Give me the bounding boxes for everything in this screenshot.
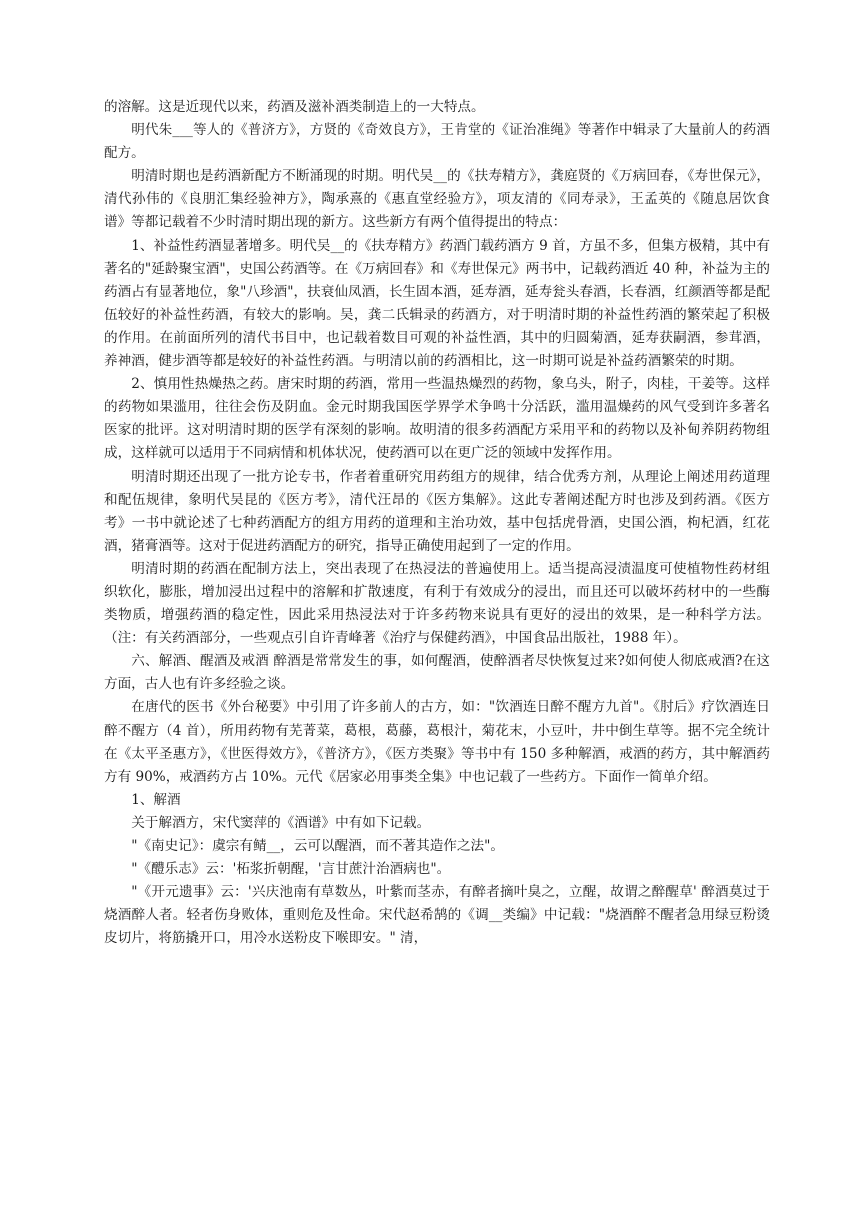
body-text: [104, 96, 770, 950]
paragraph-8: 六、解酒、醒酒及戒酒 醉酒是常常发生的事，如何醒酒，使醉酒者尽快恢复过来?如何使人彻底戒酒?在这方面，古人也有许多经验之谈。: [104, 653, 770, 693]
paragraph-3: 明清时期也是药酒新配方不断涌现的时期。明代吴__的《扶寿精方》，龚庭贤的《万病回春，《寿世保元》，清代孙伟的《良朋汇集经验神方》，陶承熹的《惠直堂经验方》，项友清的《同寿录》，王孟英的《随息居饮食谱》等都记载着不少时清时期出现的新方。这些新方有两个值得提出的特点：: [104, 168, 770, 231]
paragraph-5: 2、慎用性热燥热之药。唐宋时期的药酒，常用一些温热燥烈的药物，象乌头，附子，肉桂，干姜等。这样的药物如果滥用，往往会伤及阴血。金元时期我国医学界学术争鸣十分活跃，滥用温燥药的风气受到许多著名医家的批评。这对明清时期的医学有深刻的影响。故明清的很多药酒配方采用平和的药物以及补甸养阴药物组成，这样就可以适用于不同病情和机体状况，使药酒可以在更广泛的领域中发挥作用。: [104, 376, 770, 462]
paragraph-7: 明清时期的药酒在配制方法上，突出表现了在热浸法的普遍使用上。适当提高浸渍温度可使植物性药材组织软化，膨胀，增加浸出过程中的溶解和扩散速度，有利于有效成分的浸出，而且还可以破坏药材中的一些酶类物质，增强药酒的稳定性，因此采用热浸法对于许多药物来说具有更好的浸出的效果，是一种科学方法。（注：有关药酒部分，一些观点引自许青峰著《治疗与保健药酒》，中国食品出版社，1988 年）。: [104, 560, 770, 647]
paragraph-6: 明清时期还出现了一批方论专书，作者着重研究用药组方的规律，结合优秀方剂，从理论上阐述用药道理和配伍规律，象明代吴昆的《医方考》，清代汪昂的《医方集解》。这此专著阐述配方时也涉及到药酒。《医方考》一书中就论述了七种药酒配方的组方用药的道理和主治功效，基中包括虎骨酒，史国公酒，枸杞酒，红花酒，猪膏酒等。这对于促进药酒配方的研究，指导正确使用起到了一定的作用。: [104, 468, 770, 554]
paragraph-9: 在唐代的医书《外台秘要》中引用了许多前人的古方，如："饮酒连日醉不醒方九首"。《肘后》疗饮酒连日醉不醒方（4 首），所用药物有芜菁菜，葛根，葛藤，葛根汁，菊花末，小豆叶，井中倒生草等。据不完全统计在《太平圣惠方》，《世医得效方》，《普济方》，《医方类聚》等书中有 150 多种解酒，戒酒的药方，其中解酒药方有 90%，戒酒药方占 10%。元代《居家必用事类全集》中也记载了一些药方。下面作一简单介绍。: [104, 699, 770, 785]
paragraph-2: 明代朱___等人的《普济方》，方贤的《奇效良方》，王肯堂的《证治准绳》等著作中辑录了大量前人的药酒配方。: [104, 122, 770, 162]
paragraph-10: 1、解酒: [131, 791, 181, 808]
paragraph-1: 的溶解。这是近现代以来，药酒及滋补酒类制造上的一大特点。: [104, 99, 485, 115]
paragraph-13: "《醴乐志》云：'柘浆折朝醒，'言甘蔗汁治酒病也"。: [131, 861, 451, 878]
paragraph-12: "《南史记》：虞宗有鲭__，云可以醒酒，而不著其造作之法"。: [131, 838, 504, 854]
paragraph-11: 关于解酒方，宋代窦萍的《酒谱》中有如下记载。: [131, 814, 431, 831]
paragraph-14: "《开元遗事》云：'兴庆池南有草数丛，叶紫而茎赤，有醉者摘叶臭之，立醒，故谓之醉醒草' 醉酒莫过于烧酒醉人者。轻者伤身败体，重则危及性命。宋代赵希鹄的《调__类编》中记载："烧酒醉不醒者急用绿豆粉烫皮切片，将筋撬开口，用冷水送粉皮下喉即安。" 清，: [104, 884, 770, 947]
paragraph-4: 1、补益性药酒显著增多。明代吴__的《扶寿精方》药酒门载药酒方 9 首，方虽不多，但集方极精，其中有著名的"延龄聚宝酒"，史国公药酒等。在《万病回春》和《寿世保元》两书中，记载药酒近 40 种，补益为主的药酒占有显著地位，象"八珍酒"，扶衰仙凤酒，长生固本酒，延寿酒，延寿瓮头春酒，长春酒，红颜酒等都是配伍较好的补益性药酒，有较大的影响。吴，龚二氏辑录的药酒方，对于明清时期的补益性药酒的繁荣起了积极的作用。在前面所列的清代书目中，也记载着数目可观的补益性酒，其中的归圆菊酒，延寿获嗣酒，参茸酒，养神酒，健步酒等都是较好的补益性药酒。与明清以前的药酒相比，这一时期可说是补益药酒繁荣的时期。: [104, 237, 770, 370]
